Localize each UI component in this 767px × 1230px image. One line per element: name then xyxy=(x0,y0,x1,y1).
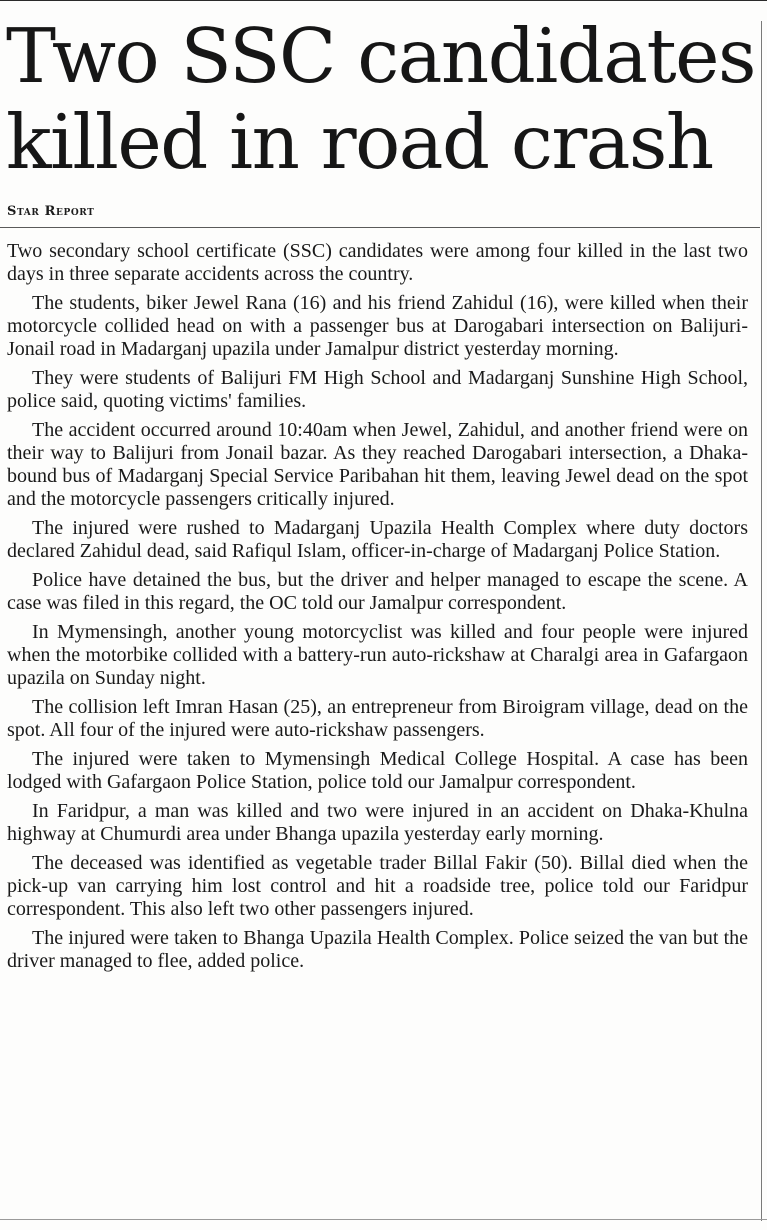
paragraph: The injured were rushed to Madarganj Upazila Health Complex where duty doctors declared Zahidul dead, said Rafiqul Islam, officer-in-charge of Madarganj Police Station. xyxy=(7,517,748,562)
bottom-rule xyxy=(0,1219,767,1220)
headline-line-2: killed in road crash xyxy=(6,98,713,186)
paragraph: The injured were taken to Mymensingh Medical College Hospital. A case has been lodged with Gafargaon Police Station, police told our Jamalpur correspondent. xyxy=(7,748,748,793)
paragraph: In Faridpur, a man was killed and two were injured in an accident on Dhaka-Khulna highway at Chumurdi area under Bhanga upazila yesterday early morning. xyxy=(7,800,748,845)
column-rule-right xyxy=(761,21,762,1221)
headline-line-1: Two SSC candidates xyxy=(6,12,755,100)
byline: Star Report xyxy=(7,204,95,219)
article-body xyxy=(7,240,748,979)
headline xyxy=(6,13,756,185)
paragraph: The students, biker Jewel Rana (16) and his friend Zahidul (16), were killed when their motorcycle collided head on with a passenger bus at Darogabari intersection on Balijuri-Jonail road in Madarganj upazila under Jamalpur district yesterday morning. xyxy=(7,292,748,360)
paragraph: In Mymensingh, another young motorcyclist was killed and four people were injured when the motorbike collided with a battery-run auto-rickshaw at Charalgi area in Gafargaon upazila on Sunday night. xyxy=(7,621,748,689)
paragraph: Police have detained the bus, but the driver and helper managed to escape the scene. A case was filed in this regard, the OC told our Jamalpur correspondent. xyxy=(7,569,748,614)
paragraph: The collision left Imran Hasan (25), an entrepreneur from Biroigram village, dead on the spot. All four of the injured were auto-rickshaw passengers. xyxy=(7,696,748,741)
paragraph: They were students of Balijuri FM High School and Madarganj Sunshine High School, police said, quoting victims' families. xyxy=(7,367,748,412)
byline-divider xyxy=(0,227,760,228)
paragraph: Two secondary school certificate (SSC) candidates were among four killed in the last two days in three separate accidents across the country. xyxy=(7,240,748,285)
paragraph: The accident occurred around 10:40am when Jewel, Zahidul, and another friend were on their way to Balijuri from Jonail bazar. As they reached Darogabari intersection, a Dhaka-bound bus of Madarganj Special Service Paribahan hit them, leaving Jewel dead on the spot and the motorcycle passengers critically injured. xyxy=(7,419,748,510)
paragraph: The injured were taken to Bhanga Upazila Health Complex. Police seized the van but the driver managed to flee, added police. xyxy=(7,927,748,972)
paragraph: The deceased was identified as vegetable trader Billal Fakir (50). Billal died when the pick-up van carrying him lost control and hit a roadside tree, police told our Faridpur correspondent. This also left two other passengers injured. xyxy=(7,852,748,920)
